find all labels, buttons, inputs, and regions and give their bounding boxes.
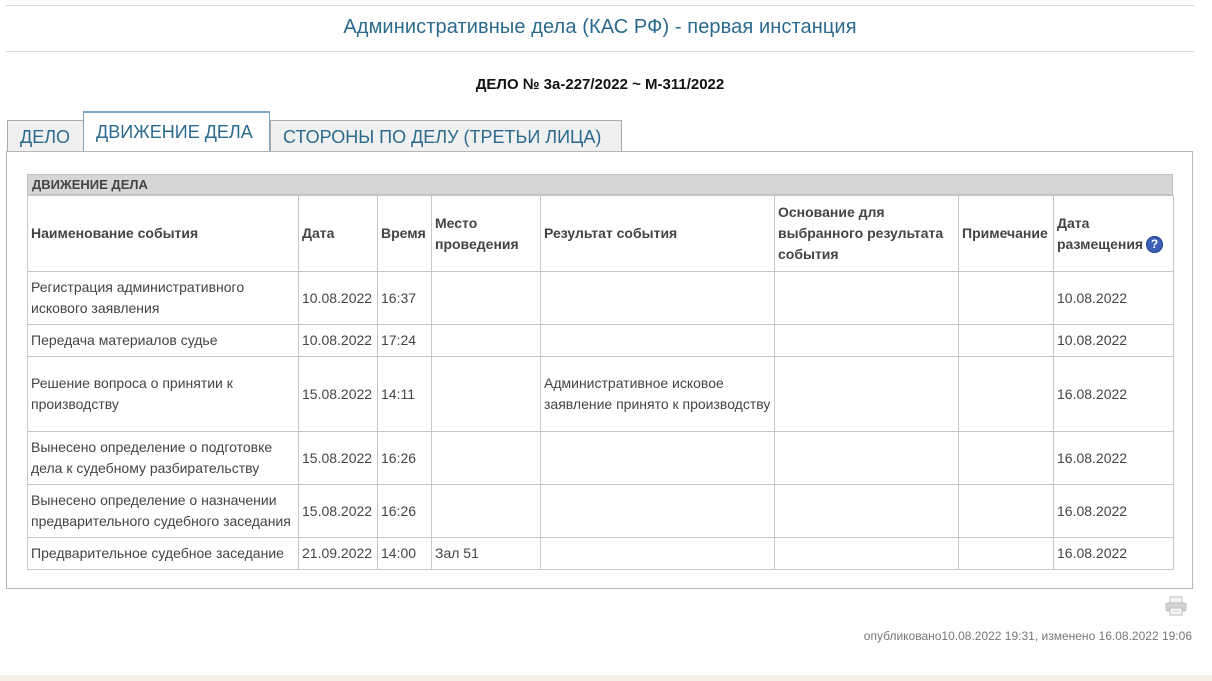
cell-result bbox=[541, 325, 775, 357]
table-row bbox=[28, 357, 1174, 432]
cell-date: 15.08.2022 bbox=[299, 485, 378, 538]
cell-date: 15.08.2022 bbox=[299, 432, 378, 485]
printer-icon[interactable] bbox=[1165, 596, 1187, 616]
table-row bbox=[28, 325, 1174, 357]
cell-posted: 16.08.2022 bbox=[1054, 485, 1174, 538]
section-title: ДВИЖЕНИЕ ДЕЛА bbox=[27, 174, 1173, 195]
cell-note bbox=[959, 485, 1054, 538]
column-header-posted-label: Дата размещения bbox=[1057, 214, 1144, 252]
cell-time: 16:26 bbox=[378, 485, 432, 538]
tab-case[interactable]: ДЕЛО bbox=[7, 120, 85, 152]
table-row bbox=[28, 538, 1174, 570]
publication-meta: опубликовано10.08.2022 19:31, изменено 16.08.2022 19:06 bbox=[863, 629, 1192, 643]
bottom-strip bbox=[0, 675, 1212, 681]
cell-posted: 16.08.2022 bbox=[1054, 432, 1174, 485]
header-divider-bottom bbox=[6, 51, 1194, 52]
cell-basis bbox=[775, 357, 959, 432]
cell-event: Регистрация административного искового заявления bbox=[28, 272, 299, 325]
cell-basis bbox=[775, 272, 959, 325]
cell-note bbox=[959, 538, 1054, 570]
tab-panel bbox=[6, 151, 1193, 589]
cell-basis bbox=[775, 485, 959, 538]
cell-note bbox=[959, 325, 1054, 357]
cell-event: Решение вопроса о принятии к производству bbox=[28, 357, 299, 432]
cell-place bbox=[432, 485, 541, 538]
table-row bbox=[28, 272, 1174, 325]
column-header-note: Примечание bbox=[959, 196, 1054, 272]
case-movement-section bbox=[27, 174, 1173, 570]
cell-place bbox=[432, 272, 541, 325]
cell-result bbox=[541, 432, 775, 485]
cell-note bbox=[959, 272, 1054, 325]
cell-date: 15.08.2022 bbox=[299, 357, 378, 432]
cell-posted: 10.08.2022 bbox=[1054, 325, 1174, 357]
cell-result bbox=[541, 272, 775, 325]
cell-event: Вынесено определение о подготовке дела к судебному разбирательству bbox=[28, 432, 299, 485]
column-header-date: Дата bbox=[299, 196, 378, 272]
header-divider-top bbox=[6, 5, 1194, 6]
column-header-time: Время bbox=[378, 196, 432, 272]
cell-place bbox=[432, 357, 541, 432]
column-header-place: Место проведения bbox=[432, 196, 541, 272]
cell-basis bbox=[775, 538, 959, 570]
table-row bbox=[28, 485, 1174, 538]
cell-posted: 16.08.2022 bbox=[1054, 538, 1174, 570]
cell-date: 10.08.2022 bbox=[299, 325, 378, 357]
question-circle-icon[interactable]: ? bbox=[1146, 236, 1163, 253]
table-header-row bbox=[28, 196, 1174, 272]
cell-place bbox=[432, 325, 541, 357]
cell-posted: 16.08.2022 bbox=[1054, 357, 1174, 432]
cell-result bbox=[541, 538, 775, 570]
tab-case-movement[interactable]: ДВИЖЕНИЕ ДЕЛА bbox=[83, 111, 270, 152]
column-header-posted bbox=[1054, 196, 1174, 272]
cell-note bbox=[959, 357, 1054, 432]
cell-result bbox=[541, 485, 775, 538]
cell-time: 16:37 bbox=[378, 272, 432, 325]
cell-event: Предварительное судебное заседание bbox=[28, 538, 299, 570]
cell-note bbox=[959, 432, 1054, 485]
column-header-event: Наименование события bbox=[28, 196, 299, 272]
cell-basis bbox=[775, 432, 959, 485]
table-row bbox=[28, 432, 1174, 485]
cell-date: 10.08.2022 bbox=[299, 272, 378, 325]
cell-event: Вынесено определение о назначении предварительного судебного заседания bbox=[28, 485, 299, 538]
column-header-basis: Основание для выбранного результата события bbox=[775, 196, 959, 272]
cell-result: Административное исковое заявление принято к производству bbox=[541, 357, 775, 432]
cell-place: Зал 51 bbox=[432, 538, 541, 570]
case-number: ДЕЛО № 3а-227/2022 ~ М-311/2022 bbox=[475, 76, 725, 93]
cell-time: 16:26 bbox=[378, 432, 432, 485]
page-title: Административные дела (КАС РФ) - первая инстанция bbox=[343, 16, 857, 38]
cell-time: 14:00 bbox=[378, 538, 432, 570]
cell-time: 17:24 bbox=[378, 325, 432, 357]
tab-parties[interactable]: СТОРОНЫ ПО ДЕЛУ (ТРЕТЬИ ЛИЦА) bbox=[270, 120, 622, 152]
cell-place bbox=[432, 432, 541, 485]
cell-basis bbox=[775, 325, 959, 357]
cell-time: 14:11 bbox=[378, 357, 432, 432]
case-movement-table bbox=[27, 195, 1174, 570]
cell-date: 21.09.2022 bbox=[299, 538, 378, 570]
cell-posted: 10.08.2022 bbox=[1054, 272, 1174, 325]
cell-event: Передача материалов судье bbox=[28, 325, 299, 357]
column-header-result: Результат события bbox=[541, 196, 775, 272]
